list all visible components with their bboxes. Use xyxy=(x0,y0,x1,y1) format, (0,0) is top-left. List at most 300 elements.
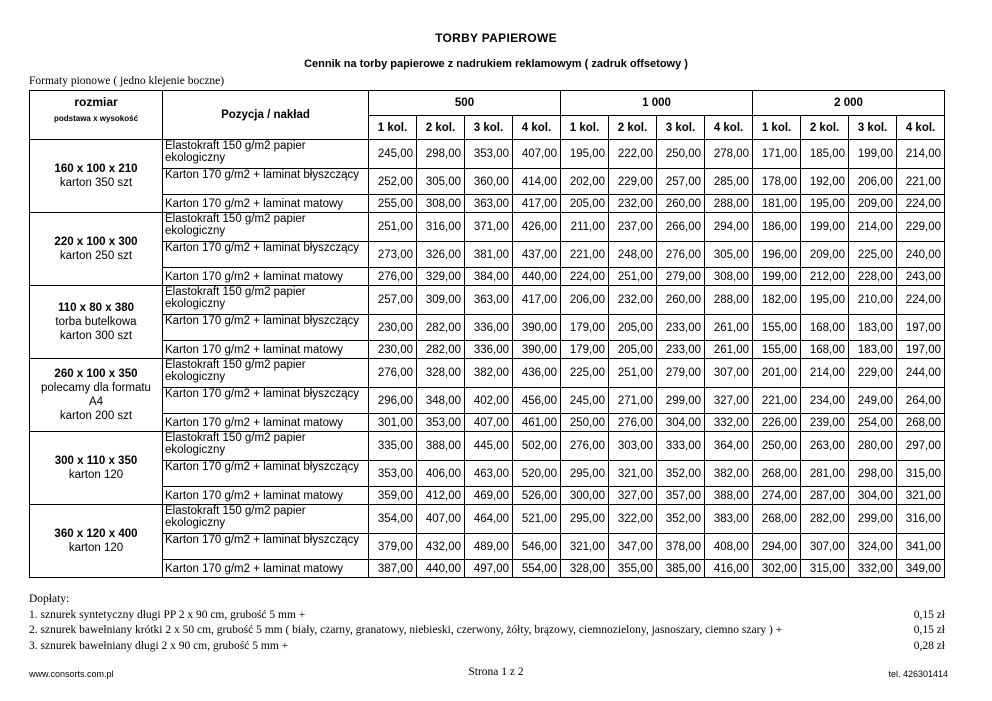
price-cell: 432,00 xyxy=(417,534,465,560)
bag-size-note: karton 200 szt xyxy=(59,410,133,422)
price-cell: 257,00 xyxy=(369,286,417,315)
price-cell: 268,00 xyxy=(897,414,945,432)
price-cell: 232,00 xyxy=(609,195,657,213)
price-cell: 316,00 xyxy=(417,213,465,242)
price-cell: 363,00 xyxy=(465,286,513,315)
price-cell: 171,00 xyxy=(753,140,801,169)
table-row xyxy=(30,560,945,578)
bag-size-note: polecamy dla formatu xyxy=(41,382,151,394)
price-cell: 359,00 xyxy=(369,487,417,505)
price-cell: 214,00 xyxy=(897,140,945,169)
price-cell: 381,00 xyxy=(465,242,513,268)
price-cell: 546,00 xyxy=(513,534,561,560)
surcharge-text: 1. sznurek syntetyczny długi PP 2 x 90 cm, grubość 5 mm + xyxy=(29,608,306,621)
price-cell: 327,00 xyxy=(609,487,657,505)
price-cell: 347,00 xyxy=(609,534,657,560)
header-color-col: 1 kol. xyxy=(561,116,609,140)
price-cell: 214,00 xyxy=(801,359,849,388)
price-cell: 327,00 xyxy=(705,388,753,414)
price-cell: 321,00 xyxy=(897,487,945,505)
price-cell: 307,00 xyxy=(705,359,753,388)
material-cell: Elastokraft 150 g/m2 papier ekologiczny xyxy=(163,432,369,461)
price-cell: 521,00 xyxy=(513,505,561,534)
price-cell: 469,00 xyxy=(465,487,513,505)
material-cell: Karton 170 g/m2 + laminat matowy xyxy=(163,560,369,578)
price-cell: 353,00 xyxy=(369,461,417,487)
price-cell: 461,00 xyxy=(513,414,561,432)
price-cell: 240,00 xyxy=(897,242,945,268)
table-row xyxy=(30,140,945,169)
price-cell: 279,00 xyxy=(657,268,705,286)
material-cell: Elastokraft 150 g/m2 papier ekologiczny xyxy=(163,286,369,315)
table-row xyxy=(30,195,945,213)
price-cell: 406,00 xyxy=(417,461,465,487)
price-cell: 273,00 xyxy=(369,242,417,268)
footer-website: www.consorts.com.pl xyxy=(29,669,114,679)
bag-size: 260 x 100 x 350 xyxy=(54,368,138,380)
price-cell: 288,00 xyxy=(705,195,753,213)
price-cell: 282,00 xyxy=(417,315,465,341)
header-color-col: 3 kol. xyxy=(849,116,897,140)
price-cell: 183,00 xyxy=(849,315,897,341)
price-cell: 303,00 xyxy=(609,432,657,461)
price-cell: 168,00 xyxy=(801,341,849,359)
material-cell: Karton 170 g/m2 + laminat matowy xyxy=(163,195,369,213)
surcharge-text: 3. sznurek bawełniany długi 2 x 90 cm, grubość 5 mm + xyxy=(29,639,289,652)
price-cell: 199,00 xyxy=(753,268,801,286)
price-cell: 252,00 xyxy=(369,169,417,195)
price-cell: 221,00 xyxy=(753,388,801,414)
price-cell: 298,00 xyxy=(417,140,465,169)
surcharges-label: Dopłaty: xyxy=(29,593,70,605)
price-cell: 251,00 xyxy=(369,213,417,242)
price-cell: 388,00 xyxy=(417,432,465,461)
table-row xyxy=(30,268,945,286)
price-cell: 390,00 xyxy=(513,315,561,341)
surcharge-price: 0,15 zł xyxy=(913,608,945,621)
price-cell: 229,00 xyxy=(897,213,945,242)
price-cell: 332,00 xyxy=(705,414,753,432)
price-cell: 497,00 xyxy=(465,560,513,578)
price-table xyxy=(29,90,945,578)
price-cell: 315,00 xyxy=(801,560,849,578)
price-cell: 276,00 xyxy=(657,242,705,268)
price-cell: 195,00 xyxy=(801,286,849,315)
price-cell: 417,00 xyxy=(513,286,561,315)
price-cell: 261,00 xyxy=(705,341,753,359)
price-cell: 230,00 xyxy=(369,315,417,341)
price-cell: 251,00 xyxy=(609,359,657,388)
table-row xyxy=(30,286,945,315)
header-size-label: rozmiar xyxy=(74,95,118,109)
price-cell: 322,00 xyxy=(609,505,657,534)
price-cell: 254,00 xyxy=(849,414,897,432)
material-cell: Elastokraft 150 g/m2 papier ekologiczny xyxy=(163,359,369,388)
price-cell: 274,00 xyxy=(753,487,801,505)
price-cell: 301,00 xyxy=(369,414,417,432)
price-cell: 205,00 xyxy=(561,195,609,213)
price-cell: 228,00 xyxy=(849,268,897,286)
price-cell: 209,00 xyxy=(849,195,897,213)
price-cell: 233,00 xyxy=(657,341,705,359)
price-cell: 182,00 xyxy=(753,286,801,315)
document-subtitle: Cennik na torby papierowe z nadrukiem reklamowym ( zadruk offsetowy ) xyxy=(304,58,688,70)
price-cell: 245,00 xyxy=(369,140,417,169)
price-cell: 417,00 xyxy=(513,195,561,213)
table-row xyxy=(30,169,945,195)
price-cell: 440,00 xyxy=(417,560,465,578)
price-cell: 378,00 xyxy=(657,534,705,560)
price-cell: 276,00 xyxy=(369,359,417,388)
price-cell: 261,00 xyxy=(705,315,753,341)
header-size-sub: podstawa x wysokość xyxy=(53,114,139,123)
price-cell: 332,00 xyxy=(849,560,897,578)
price-cell: 463,00 xyxy=(465,461,513,487)
table-row xyxy=(30,534,945,560)
price-cell: 456,00 xyxy=(513,388,561,414)
header-position: Pozycja / nakład xyxy=(163,91,369,140)
price-cell: 268,00 xyxy=(753,461,801,487)
price-cell: 299,00 xyxy=(657,388,705,414)
price-cell: 250,00 xyxy=(561,414,609,432)
price-cell: 260,00 xyxy=(657,195,705,213)
table-row xyxy=(30,505,945,534)
bag-size-note: karton 120 xyxy=(68,469,124,481)
price-cell: 230,00 xyxy=(369,341,417,359)
price-cell: 371,00 xyxy=(465,213,513,242)
bag-size-cell xyxy=(30,359,163,432)
bag-size-note: karton 350 szt xyxy=(59,177,133,189)
surcharge-item xyxy=(29,623,945,639)
surcharge-text: 2. sznurek bawełniany krótki 2 x 50 cm, grubość 5 mm ( biały, czarny, granatowy, niebieski, czerwony, żółty, brązowy, ciemnozielony, jasnoszary, ciemno szary ) + xyxy=(29,624,783,636)
table-row xyxy=(30,341,945,359)
price-cell: 205,00 xyxy=(609,341,657,359)
price-cell: 348,00 xyxy=(417,388,465,414)
price-cell: 299,00 xyxy=(849,505,897,534)
price-cell: 298,00 xyxy=(849,461,897,487)
table-row xyxy=(30,242,945,268)
price-cell: 328,00 xyxy=(561,560,609,578)
price-cell: 328,00 xyxy=(417,359,465,388)
price-cell: 384,00 xyxy=(465,268,513,286)
material-cell: Elastokraft 150 g/m2 papier ekologiczny xyxy=(163,505,369,534)
price-cell: 248,00 xyxy=(609,242,657,268)
price-cell: 382,00 xyxy=(705,461,753,487)
bag-size-note: karton 300 szt xyxy=(59,330,133,342)
price-cell: 385,00 xyxy=(657,560,705,578)
price-cell: 276,00 xyxy=(369,268,417,286)
price-cell: 336,00 xyxy=(465,341,513,359)
price-cell: 295,00 xyxy=(561,461,609,487)
price-cell: 192,00 xyxy=(801,169,849,195)
price-cell: 437,00 xyxy=(513,242,561,268)
price-cell: 408,00 xyxy=(705,534,753,560)
price-cell: 255,00 xyxy=(369,195,417,213)
price-cell: 353,00 xyxy=(465,140,513,169)
price-cell: 224,00 xyxy=(897,286,945,315)
price-cell: 357,00 xyxy=(657,487,705,505)
price-cell: 276,00 xyxy=(609,414,657,432)
price-cell: 282,00 xyxy=(417,341,465,359)
price-cell: 324,00 xyxy=(849,534,897,560)
table-row xyxy=(30,461,945,487)
price-cell: 237,00 xyxy=(609,213,657,242)
price-cell: 179,00 xyxy=(561,315,609,341)
price-cell: 464,00 xyxy=(465,505,513,534)
price-cell: 355,00 xyxy=(609,560,657,578)
price-cell: 155,00 xyxy=(753,341,801,359)
price-cell: 308,00 xyxy=(417,195,465,213)
price-cell: 234,00 xyxy=(801,388,849,414)
price-cell: 300,00 xyxy=(561,487,609,505)
price-cell: 197,00 xyxy=(897,341,945,359)
price-cell: 294,00 xyxy=(705,213,753,242)
price-cell: 196,00 xyxy=(753,242,801,268)
table-body xyxy=(30,140,945,578)
header-color-col: 4 kol. xyxy=(897,116,945,140)
bag-size-note: torba butelkowa xyxy=(55,316,137,328)
material-cell: Elastokraft 150 g/m2 papier ekologiczny xyxy=(163,213,369,242)
material-cell: Karton 170 g/m2 + laminat błyszczący xyxy=(163,388,369,414)
price-cell: 224,00 xyxy=(561,268,609,286)
price-cell: 221,00 xyxy=(897,169,945,195)
price-cell: 382,00 xyxy=(465,359,513,388)
price-cell: 321,00 xyxy=(609,461,657,487)
price-cell: 387,00 xyxy=(369,560,417,578)
price-cell: 354,00 xyxy=(369,505,417,534)
price-cell: 250,00 xyxy=(753,432,801,461)
header-qty-2000: 2 000 xyxy=(753,91,945,116)
surcharge-price: 0,28 zł xyxy=(913,639,945,652)
material-cell: Karton 170 g/m2 + laminat matowy xyxy=(163,414,369,432)
price-cell: 225,00 xyxy=(561,359,609,388)
price-cell: 225,00 xyxy=(849,242,897,268)
price-cell: 349,00 xyxy=(897,560,945,578)
price-cell: 554,00 xyxy=(513,560,561,578)
price-cell: 360,00 xyxy=(465,169,513,195)
price-cell: 333,00 xyxy=(657,432,705,461)
price-cell: 294,00 xyxy=(753,534,801,560)
price-cell: 168,00 xyxy=(801,315,849,341)
price-cell: 229,00 xyxy=(609,169,657,195)
price-cell: 352,00 xyxy=(657,461,705,487)
price-cell: 412,00 xyxy=(417,487,465,505)
price-cell: 229,00 xyxy=(849,359,897,388)
price-cell: 335,00 xyxy=(369,432,417,461)
price-cell: 239,00 xyxy=(801,414,849,432)
header-color-col: 2 kol. xyxy=(801,116,849,140)
bag-size-cell xyxy=(30,505,163,578)
footer-phone: tel. 426301414 xyxy=(888,669,948,679)
price-cell: 250,00 xyxy=(657,140,705,169)
header-size xyxy=(30,91,163,140)
price-cell: 243,00 xyxy=(897,268,945,286)
price-cell: 199,00 xyxy=(801,213,849,242)
price-cell: 336,00 xyxy=(465,315,513,341)
price-cell: 353,00 xyxy=(417,414,465,432)
table-row xyxy=(30,388,945,414)
price-cell: 287,00 xyxy=(801,487,849,505)
price-cell: 307,00 xyxy=(801,534,849,560)
material-cell: Karton 170 g/m2 + laminat matowy xyxy=(163,341,369,359)
price-cell: 195,00 xyxy=(801,195,849,213)
bag-size-note: karton 250 szt xyxy=(59,250,133,262)
price-cell: 199,00 xyxy=(849,140,897,169)
price-cell: 445,00 xyxy=(465,432,513,461)
price-cell: 209,00 xyxy=(801,242,849,268)
price-cell: 195,00 xyxy=(561,140,609,169)
bag-size: 300 x 110 x 350 xyxy=(54,455,138,467)
document-title: TORBY PAPIEROWE xyxy=(435,31,557,45)
price-cell: 364,00 xyxy=(705,432,753,461)
material-cell: Karton 170 g/m2 + laminat błyszczący xyxy=(163,461,369,487)
header-color-col: 4 kol. xyxy=(705,116,753,140)
table-header xyxy=(30,91,945,140)
price-cell: 183,00 xyxy=(849,341,897,359)
surcharge-price: 0,15 zł xyxy=(913,624,945,636)
material-cell: Elastokraft 150 g/m2 papier ekologiczny xyxy=(163,140,369,169)
bag-size-cell xyxy=(30,286,163,359)
price-cell: 222,00 xyxy=(609,140,657,169)
header-color-col: 3 kol. xyxy=(465,116,513,140)
price-cell: 206,00 xyxy=(849,169,897,195)
header-color-col: 2 kol. xyxy=(609,116,657,140)
bag-size: 220 x 100 x 300 xyxy=(54,236,138,248)
price-cell: 211,00 xyxy=(561,213,609,242)
header-color-col: 1 kol. xyxy=(369,116,417,140)
price-cell: 257,00 xyxy=(657,169,705,195)
table-row xyxy=(30,432,945,461)
header-qty-500: 500 xyxy=(369,91,561,116)
price-cell: 305,00 xyxy=(417,169,465,195)
surcharges xyxy=(29,592,945,654)
price-cell: 308,00 xyxy=(705,268,753,286)
price-cell: 264,00 xyxy=(897,388,945,414)
price-cell: 276,00 xyxy=(561,432,609,461)
header-qty-1000: 1 000 xyxy=(561,91,753,116)
price-cell: 316,00 xyxy=(897,505,945,534)
material-cell: Karton 170 g/m2 + laminat błyszczący xyxy=(163,169,369,195)
bag-size: 110 x 80 x 380 xyxy=(57,302,135,314)
price-cell: 202,00 xyxy=(561,169,609,195)
header-color-col: 1 kol. xyxy=(753,116,801,140)
bag-size-cell xyxy=(30,213,163,286)
bag-size-note: karton 120 xyxy=(68,542,124,554)
price-cell: 155,00 xyxy=(753,315,801,341)
price-cell: 295,00 xyxy=(561,505,609,534)
price-cell: 251,00 xyxy=(609,268,657,286)
price-cell: 266,00 xyxy=(657,213,705,242)
price-cell: 212,00 xyxy=(801,268,849,286)
price-cell: 436,00 xyxy=(513,359,561,388)
price-cell: 186,00 xyxy=(753,213,801,242)
price-cell: 181,00 xyxy=(753,195,801,213)
price-cell: 407,00 xyxy=(417,505,465,534)
price-cell: 489,00 xyxy=(465,534,513,560)
price-cell: 440,00 xyxy=(513,268,561,286)
price-cell: 297,00 xyxy=(897,432,945,461)
bag-size-cell xyxy=(30,432,163,505)
price-cell: 407,00 xyxy=(465,414,513,432)
bag-size: 360 x 120 x 400 xyxy=(54,528,138,540)
price-cell: 363,00 xyxy=(465,195,513,213)
price-cell: 309,00 xyxy=(417,286,465,315)
price-cell: 288,00 xyxy=(705,286,753,315)
price-cell: 341,00 xyxy=(897,534,945,560)
price-cell: 305,00 xyxy=(705,242,753,268)
price-cell: 244,00 xyxy=(897,359,945,388)
surcharge-item xyxy=(29,608,945,624)
price-cell: 249,00 xyxy=(849,388,897,414)
price-cell: 206,00 xyxy=(561,286,609,315)
price-cell: 285,00 xyxy=(705,169,753,195)
header-color-col: 3 kol. xyxy=(657,116,705,140)
price-cell: 390,00 xyxy=(513,341,561,359)
table-row xyxy=(30,359,945,388)
price-cell: 383,00 xyxy=(705,505,753,534)
table-row xyxy=(30,315,945,341)
bag-size: 160 x 100 x 210 xyxy=(54,163,138,175)
price-cell: 304,00 xyxy=(657,414,705,432)
surcharge-item xyxy=(29,639,945,655)
footer-page-number: Strona 1 z 2 xyxy=(468,666,524,678)
price-cell: 197,00 xyxy=(897,315,945,341)
material-cell: Karton 170 g/m2 + laminat błyszczący xyxy=(163,534,369,560)
bag-size-cell xyxy=(30,140,163,213)
price-cell: 388,00 xyxy=(705,487,753,505)
price-cell: 263,00 xyxy=(801,432,849,461)
price-cell: 221,00 xyxy=(561,242,609,268)
price-cell: 268,00 xyxy=(753,505,801,534)
price-cell: 279,00 xyxy=(657,359,705,388)
price-cell: 379,00 xyxy=(369,534,417,560)
price-cell: 426,00 xyxy=(513,213,561,242)
price-cell: 210,00 xyxy=(849,286,897,315)
price-cell: 321,00 xyxy=(561,534,609,560)
price-cell: 179,00 xyxy=(561,341,609,359)
price-cell: 416,00 xyxy=(705,560,753,578)
price-cell: 302,00 xyxy=(753,560,801,578)
header-color-col: 2 kol. xyxy=(417,116,465,140)
price-cell: 352,00 xyxy=(657,505,705,534)
price-cell: 315,00 xyxy=(897,461,945,487)
price-cell: 232,00 xyxy=(609,286,657,315)
price-cell: 245,00 xyxy=(561,388,609,414)
material-cell: Karton 170 g/m2 + laminat matowy xyxy=(163,268,369,286)
price-cell: 201,00 xyxy=(753,359,801,388)
material-cell: Karton 170 g/m2 + laminat matowy xyxy=(163,487,369,505)
table-row xyxy=(30,213,945,242)
price-cell: 329,00 xyxy=(417,268,465,286)
table-row xyxy=(30,487,945,505)
price-cell: 278,00 xyxy=(705,140,753,169)
price-cell: 414,00 xyxy=(513,169,561,195)
format-note: Formaty pionowe ( jedno klejenie boczne) xyxy=(29,75,225,87)
price-cell: 502,00 xyxy=(513,432,561,461)
price-cell: 296,00 xyxy=(369,388,417,414)
header-color-col: 4 kol. xyxy=(513,116,561,140)
price-cell: 407,00 xyxy=(513,140,561,169)
price-cell: 526,00 xyxy=(513,487,561,505)
price-cell: 214,00 xyxy=(849,213,897,242)
price-cell: 260,00 xyxy=(657,286,705,315)
price-cell: 402,00 xyxy=(465,388,513,414)
material-cell: Karton 170 g/m2 + laminat błyszczący xyxy=(163,242,369,268)
price-cell: 520,00 xyxy=(513,461,561,487)
material-cell: Karton 170 g/m2 + laminat błyszczący xyxy=(163,315,369,341)
bag-size-note: A4 xyxy=(88,396,104,408)
price-cell: 304,00 xyxy=(849,487,897,505)
